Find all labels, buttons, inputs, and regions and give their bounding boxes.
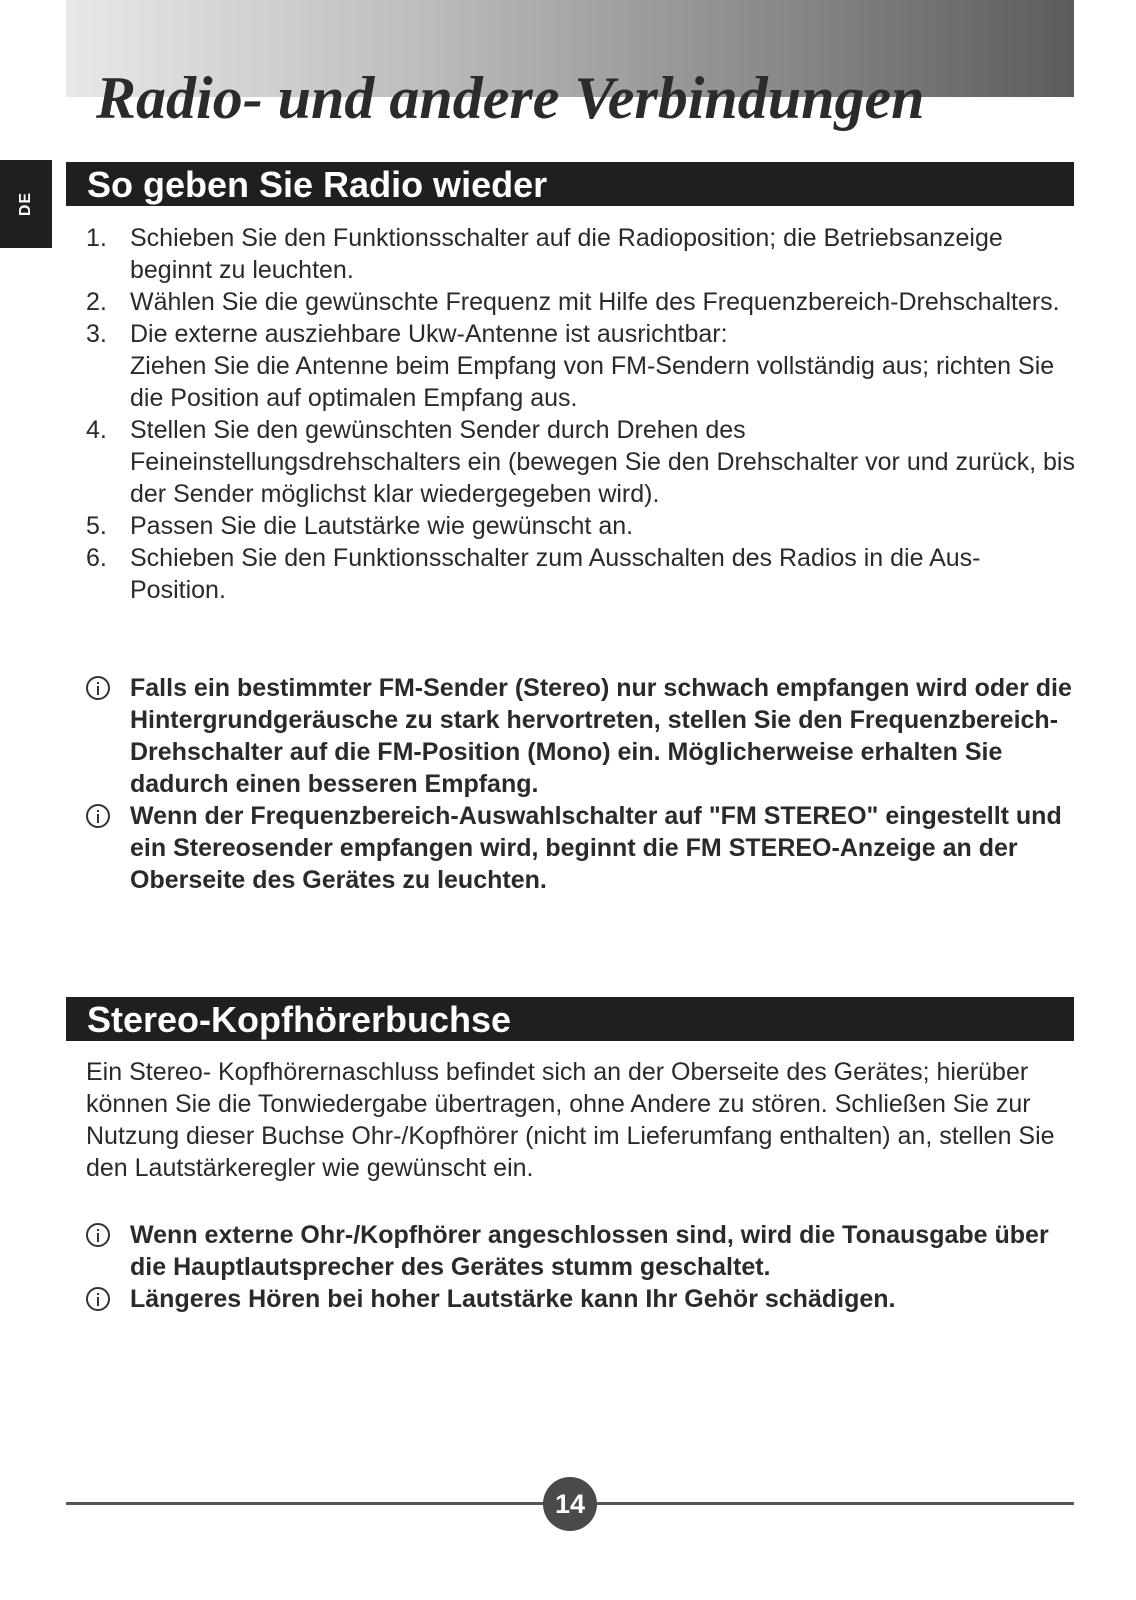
step-number: 3. (86, 320, 107, 348)
section-heading-radio-label: So geben Sie Radio wieder (87, 164, 548, 205)
note-text: Längeres Hören bei hoher Lautstärke kann Ihr Gehör schädigen. (130, 1285, 896, 1313)
list-item (86, 542, 1076, 606)
step-text: Wählen Sie die gewünschte Frequenz mit Hilfe des Frequenzbereich-Drehschalters. (130, 288, 1060, 316)
info-icon (86, 804, 110, 828)
list-item (86, 286, 1076, 318)
step-text: Die externe ausziehbare Ukw-Antenne ist ausrichtbar: Ziehen Sie die Antenne beim Empfang von FM-Sendern vollständig aus; richten Sie die Position auf optimalen Empfang aus. (130, 320, 1055, 412)
step-text: Schieben Sie den Funktionsschalter auf die Radioposition; die Betriebsanzeige beginnt zu leuchten. (130, 224, 1003, 284)
note-item (86, 800, 1076, 896)
headphones-paragraph: Ein Stereo- Kopfhörernaschluss befindet sich an der Oberseite des Gerätes; hierüber können Sie die Tonwiedergabe übertragen, ohne Andere zu stören. Schließen Sie zur Nutzung dieser Buchse Ohr-/Kopfhörer (nicht im Lieferumfang enthalten) an, stellen Sie den Lautstärkeregler wie gewünscht ein. (86, 1058, 1055, 1182)
step-number: 6. (86, 544, 107, 572)
list-item (86, 510, 1076, 542)
note-text: Falls ein bestimmter FM-Sender (Stereo) nur schwach empfangen wird oder die Hintergrundgeräusche zu stark hervortreten, stellen Sie den Frequenzbereich-Drehschalter auf die FM-Position (Mono) ein. Möglicherweise erhalten Sie dadurch einen besseren Empfang. (130, 674, 1072, 798)
headphones-notes-list (86, 1219, 1076, 1319)
note-text: Wenn der Frequenzbereich-Auswahlschalter auf "FM STEREO" eingestellt und ein Stereosender empfangen wird, beginnt die FM STEREO-Anzeige an der Oberseite des Gerätes zu leuchten. (130, 802, 1062, 894)
section-heading-radio (66, 162, 1074, 206)
info-icon (86, 1287, 110, 1311)
page-number: 14 (554, 1488, 586, 1519)
note-item (86, 672, 1076, 800)
note-item (86, 1219, 1076, 1283)
list-item (86, 414, 1076, 510)
language-tab (0, 160, 52, 248)
note-item (86, 1283, 1076, 1319)
step-text: Schieben Sie den Funktionsschalter zum Ausschalten des Radios in die Aus-Position. (130, 544, 981, 604)
radio-notes-list (86, 672, 1076, 896)
language-tab-label: DE (16, 191, 34, 217)
info-icon (86, 1223, 110, 1247)
step-text: Stellen Sie den gewünschten Sender durch Drehen des Feineinstellungsdrehschalters ein (bewegen Sie den Drehschalter vor und zurück, bis der Sender möglichst klar wiedergegeben wird). (130, 416, 1075, 508)
list-item (86, 222, 1076, 286)
step-number: 4. (86, 416, 107, 444)
page-number-badge (543, 1477, 597, 1531)
step-number: 1. (86, 224, 107, 252)
note-text: Wenn externe Ohr-/Kopfhörer angeschlossen sind, wird die Tonausgabe über die Hauptlautsprecher des Gerätes stumm geschaltet. (130, 1221, 1049, 1281)
info-icon (86, 676, 110, 700)
list-item (86, 318, 1076, 414)
section-heading-headphones-label: Stereo-Kopfhörerbuchse (87, 999, 512, 1040)
radio-steps-list (86, 222, 1076, 606)
page-title: Radio- und andere Verbindungen (96, 65, 925, 131)
step-number: 2. (86, 288, 107, 316)
step-number: 5. (86, 512, 107, 540)
step-text: Passen Sie die Lautstärke wie gewünscht an. (130, 512, 634, 540)
section-heading-headphones (66, 997, 1074, 1041)
